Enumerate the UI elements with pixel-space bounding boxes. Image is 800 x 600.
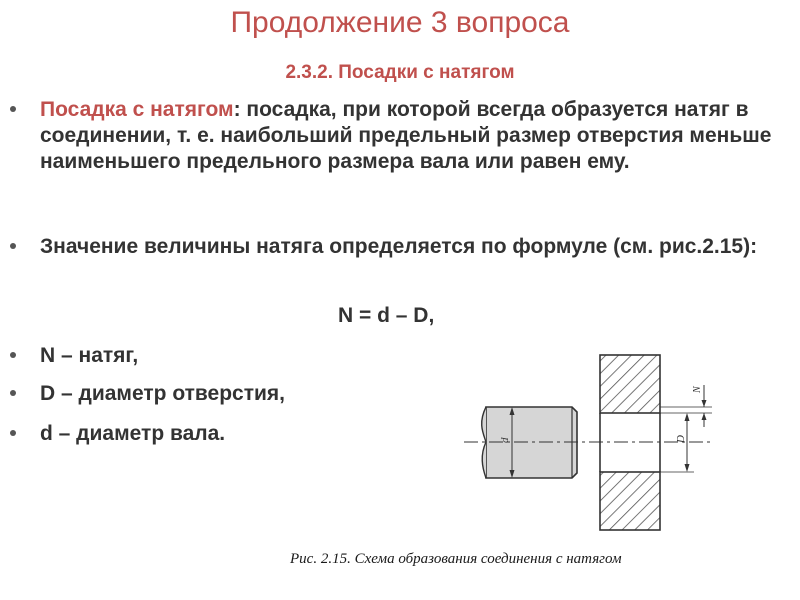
bullet-d-shaft (40, 421, 225, 447)
slide-title: Продолжение 3 вопроса (230, 6, 570, 39)
slide-subtitle: 2.3.2. Посадки с натягом (285, 62, 515, 83)
bullet-dot (10, 106, 16, 112)
bullet-formula-intro (40, 234, 780, 260)
bullet-n-text: N – натяг, (40, 344, 139, 367)
bullet-dot (10, 352, 16, 358)
label-D: D (675, 435, 687, 443)
label-N: N (692, 386, 703, 393)
bullet-d-shaft-text: d – диаметр вала. (40, 422, 226, 445)
label-d: d (499, 437, 511, 443)
formula: N = d – D, (338, 304, 435, 327)
bullet-n (40, 343, 138, 369)
bullet-dot (10, 390, 16, 396)
bullet-dot (10, 430, 16, 436)
interference-fit-diagram (450, 345, 730, 540)
definition-text: : посадка, при которой всегда образуется натяг в соединении, т. е. наибольший предельный размер отверстия меньше наименьшего предельного размера вала или равен ему. (40, 98, 772, 173)
figure-caption: Рис. 2.15. Схема образования соединения с натягом (290, 551, 622, 567)
bullet-dot (10, 243, 16, 249)
bullet-d-hole (40, 381, 285, 407)
bullet-d-hole-text: D – диаметр отверстия, (40, 382, 286, 405)
definition-term: Посадка с натягом (40, 98, 234, 121)
formula-intro-text: Значение величины натяга определяется по формуле (см. рис.2.15): (40, 235, 758, 258)
bullet-definition (40, 97, 780, 175)
